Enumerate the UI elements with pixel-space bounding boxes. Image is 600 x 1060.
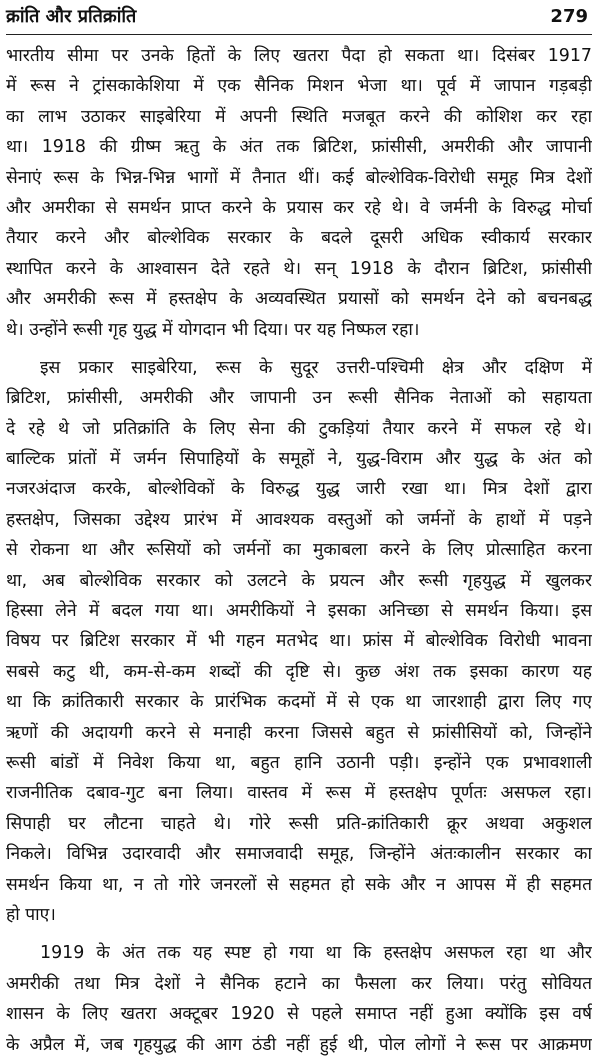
text-line: हिस्सा लेने में बदल गया था। अमरीकियों ने इसका अनिच्छा से समर्थन किया। इस (6, 601, 592, 622)
text-line: अमरीकी तथा मित्र देशों ने सैनिक हटाने का फैसला कर लिया। परंतु सोवियत (6, 973, 592, 994)
text-line: नजरअंदाज करके, बोल्शेविकों के विरुद्ध युद्ध जारी रखा था। मित्र देशों द्वारा (6, 479, 592, 500)
text-line: समर्थन किया था, न तो गोरे जनरलों से सहमत हो सके और न आपस में ही सहमत (6, 874, 592, 895)
text-line: सिपाही घर लौटना चाहते थे। गोरे रूसी प्रति-क्रांतिकारी क्रूर अथवा अकुशल (6, 813, 592, 834)
text-line: विषय पर ब्रिटिश सरकार में भी गहन मतभेद था। फ्रांस में बोल्शेविक विरोधी भावना (6, 631, 592, 652)
text-line: हो पाए। (6, 904, 56, 925)
page-number: 279 (550, 6, 588, 27)
text-line: थे। उन्होंने रूसी गृह युद्ध में योगदान भी दिया। पर यह निष्फल रहा। (6, 319, 420, 340)
text-line: 1919 के अंत तक यह स्पष्ट हो गया था कि हस्तक्षेप असफल रहा था और (40, 943, 592, 964)
paragraph-1 (6, 41, 592, 345)
text-line: ब्रिटिश, फ्रांसीसी, अमरीकी और जापानी उन रूसी सैनिक नेताओं को सहायता (6, 388, 592, 409)
text-line: ऋणों की अदायगी करने से मनाही करना जिससे बहुत से फ्रांसीसियों को, जिन्होंने (6, 722, 592, 743)
text-line: इस प्रकार साइबेरिया, रूस के सुदूर उत्तरी-पश्चिमी क्षेत्र और दक्षिण में (40, 357, 592, 378)
text-line: निकले। विभिन्न उदारवादी और समाजवादी समूह, जिन्होंने अंतःकालीन सरकार का (6, 844, 592, 865)
text-line: राजनीतिक दबाव-गुट बना लिया। वास्तव में रूस में हस्तक्षेप पूर्णतः असफल रहा। (6, 783, 592, 804)
paragraph-3 (6, 938, 592, 1060)
text-line: सेनाएं रूस के भिन्न-भिन्न भागों में तैनात थीं। कई बोल्शेविक-विरोधी समूह मित्र देशों (6, 167, 592, 188)
text-line: और अमरीका से समर्थन प्राप्त करने के प्रयास कर रहे थे। वे जर्मनी के विरुद्ध मोर्चा (6, 197, 592, 218)
text-line: शासन के लिए खतरा अक्टूबर 1920 से पहले समाप्त नहीं हुआ क्योंकि इस वर्ष (6, 1004, 592, 1025)
running-header (6, 4, 592, 35)
text-line: तैयार करने और बोल्शेविक सरकार के बदले दूसरी अधिक स्वीकार्य सरकार (6, 228, 592, 249)
paragraph-gap (6, 930, 592, 938)
text-line: था। 1918 की ग्रीष्म ऋतु के अंत तक ब्रिटिश, फ्रांसीसी, अमरीकी और जापानी (6, 137, 592, 158)
text-line: से रोकना था और रूसियों को जर्मनों का मुकाबला करने के लिए प्रोत्साहित करना (6, 540, 592, 561)
text-line: स्थापित करने के आश्वासन देते रहते थे। सन् 1918 के दौरान ब्रिटिश, फ्रांसीसी (6, 258, 592, 279)
text-line: सबसे कटु थी, कम-से-कम शब्दों की दृष्टि से। कुछ अंश तक इसका कारण यह (6, 661, 592, 682)
text-line: था, अब बोल्शेविक सरकार को उलटने के प्रयत्न और रूसी गृहयुद्ध में खुलकर (6, 570, 592, 591)
text-line: भारतीय सीमा पर उनके हितों के लिए खतरा पैदा हो सकता था। दिसंबर 1917 (6, 46, 592, 66)
text-line: था कि क्रांतिकारी सरकार के प्रारंभिक कदमों में से एक था जारशाही द्वारा लिए गए (6, 692, 592, 713)
text-line: रूसी बांडों में निवेश किया था, बहुत हानि उठानी पड़ी। इन्होंने एक प्रभावशाली (6, 752, 592, 773)
running-title: क्रांति और प्रतिक्रांति (6, 6, 137, 27)
paragraph-2 (6, 353, 592, 930)
text-line: दे रहे थे जो प्रतिक्रांति के लिए सेना की टुकड़ियां तैयार करने में सफल रहे थे। (6, 418, 592, 439)
text-line: बाल्टिक प्रांतों में जर्मन सिपाहियों के समूहों ने, युद्ध-विराम और युद्ध के अंत को (6, 449, 592, 470)
body-text (6, 41, 592, 1060)
text-line: का लाभ उठाकर साइबेरिया में अपनी स्थिति मजबूत करने की कोशिश कर रहा (6, 106, 592, 127)
text-line: हस्तक्षेप, जिसका उद्देश्य प्रारंभ में आवश्यक वस्तुओं को जर्मनों के हाथों में पड़ने (6, 509, 592, 530)
text-line: के अप्रैल में, जब गृहयुद्ध की आग ठंडी नहीं हुई थी, पोल लोगों ने रूस पर आक्रमण (6, 1034, 592, 1055)
text-line: और अमरीकी रूस में हस्तक्षेप के अव्यवस्थित प्रयासों को समर्थन देने को बचनबद्ध (6, 289, 592, 310)
text-line: में रूस ने ट्रांसकाकेशिया में एक सैनिक मिशन भेजा था। पूर्व में जापान गड़बड़ी (6, 76, 592, 97)
paragraph-gap (6, 345, 592, 353)
